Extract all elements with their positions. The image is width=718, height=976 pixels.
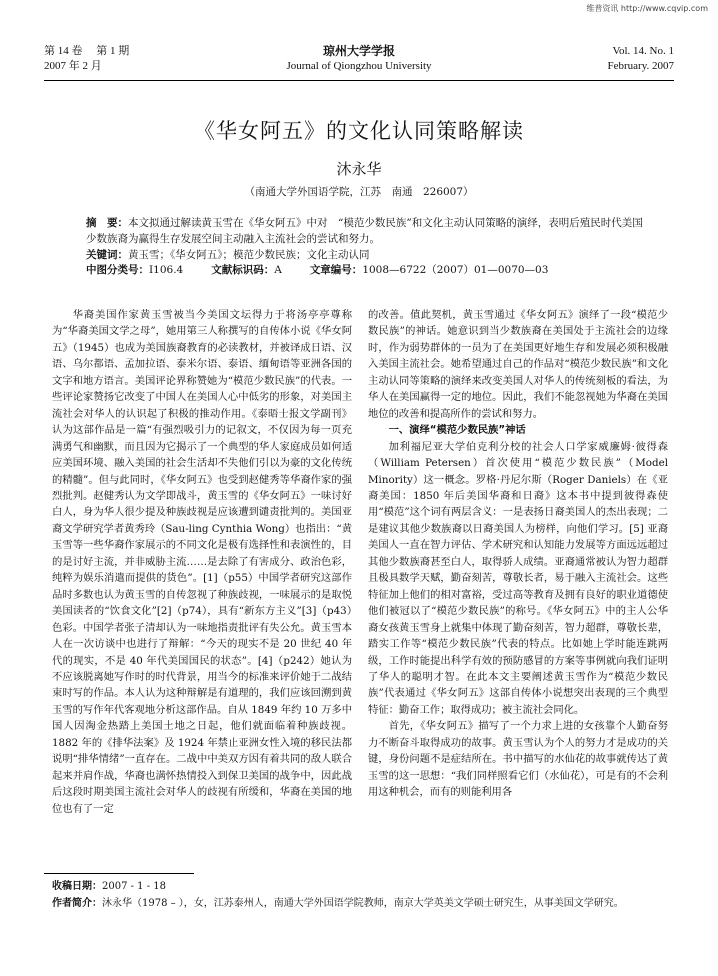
- clc-label: 中图分类号：: [86, 264, 149, 276]
- received-date: [52, 878, 692, 895]
- paragraph: 加利福尼亚大学伯克利分校的社会人口学家威廉姆·彼得森（William Petersen）首次使用“模范少数民族”（Model Minority）这一概念。罗格·丹尼尔斯（Roger Daniels）在《亚裔美国：1850 年后美国华裔和日裔》这本书中提到彼得森使用“模范”这个词有两层含义：一是表扬日裔美国人的杰出表现；二是建议其他少数族裔以日裔美国人为榜样，向他们学习。[5] 亚裔美国人一直在智力评估、学术研究和认知能力发展等方面远远超过其他少数族裔甚至白人，取得骄人成绩。亚裔通常被认为智力超群且极具数学天赋，勤奋刻苦，尊敬长者，易于融入主流社会。这些特征加上他们的相对富裕，受过高等教育及拥有良好的职业道德使他们被冠以了“模范少数民族”的称号。《华女阿五》中的主人公华裔女孩黄玉雪身上就集中体现了勤奋刻苦，智力超群，尊敬长辈，踏实工作等“模范少数民族”代表的特点。比如她上学时能连跳两级，工作时能提出科学有效的预防感冒的方案等事例就向我们证明了华人的聪明才智。在此本文主要阐述黄玉雪作为“模范少数民族”代表通过《华女阿五》这部自传体小说想突出表现的三个典型特征：勤奋工作；取得成功；被主流社会同化。: [368, 440, 668, 716]
- received-value: 2007 - 1 - 18: [102, 881, 167, 892]
- paragraph: 华裔美国作家黄玉雪被当今美国文坛得力于将汤亭亭尊称为“华裔美国文学之母”，她用第三人称撰写的自传体小说《华女阿五》（1945）也成为美国族裔教育的必读教材，并被译成日语、汉语、乌尔都语、孟加拉语、泰米尔语、泰语、缅甸语等亚洲各国的文字和地方语言。美国评论界称赞她为“模范少数民族”的代表。一些评论家赞扬它改变了中国人在美国人心中低劣的形象，对美国主流社会对华人的认识起了积极的推动作用。《泰晤士报文学副刊》认为这部作品是一篇“有强烈吸引力的记叙文，不仅因为每一页充满勇气和幽默，而且因为它揭示了一个典型的华人家庭成员如何适应美国环境、融入美国的社会生活却不失他们引以为豪的文化传统的精髓”。但与此同时，《华女阿五》也受到赵健秀等华裔作家的强烈批判。赵健秀认为文学即战斗，黄玉雪的《华女阿五》一味讨好白人，身为华人很少提及种族歧视是应该遭到谴责批判的。美国亚裔文学研究学者黄秀玲（Sau-ling Cynthia Wong）也指出：“黄玉雪等一些华裔作家展示的不同文化是极有选择性和表演性的，目的是讨好主流，并非威胁主流……是去除了有害成分、政治色彩，纯粹为娱乐消遣而提供的货色”。[1]（p55）中国学者研究这部作品时多数也认为黄玉雪的自传忽视了种族歧视，一味展示的是取悦美国读者的“饮食文化”[2]（p74），具有“新东方主义”[3]（p43）色彩。中国学者张子清却认为一味地指责批评有失公允。黄玉雪本人在一次访谈中也进行了辩解：“今天的现实不是 20 世纪 40 年代的现实，不是 40 年代美国国民的状态”。[4]（p242）她认为不应该脱离她写作时的时代背景，用当今的标准来评价她于二战结束时写的作品。本人认为这种辩解是有道理的，我们应该回溯到黄玉雪的写作年代客观地分析这部作品。自从 1849 年约 10 万多中国人因淘金热踏上美国土地之日起，他们就面临着种族歧视。1882 年的《排华法案》及 1924 年禁止亚洲女性入境的移民法都说明“排华情绪”一直存在。二战中中美双方因有着共同的敌人联合起来并肩作战，华裔也满怀热情投入到保卫美国的战争中，因此战后这段时期美国主流社会对华人的歧视有所缓和，华裔在美国的地位也有了一定: [52, 309, 352, 815]
- abstract: [86, 215, 646, 247]
- doc-code-value: A: [274, 264, 282, 276]
- footnote: [52, 878, 692, 912]
- date-cn: 2007 年 2 月: [44, 60, 102, 72]
- received-label: 收稿日期：: [52, 881, 102, 892]
- header-right: [608, 44, 675, 74]
- abstract-block: [86, 215, 646, 263]
- bio-text: 沐永华（1978 – ），女，江苏泰州人，南通大学外国语学院教师，南京大学英美文学硕士研究生，从事美国文学研究。: [102, 898, 624, 909]
- watermark: 维普资讯 http://www.cqvip.com: [586, 4, 708, 13]
- journal-name-cn: 琼州大学学报: [322, 44, 395, 58]
- doc-code-label: 文献标识码：: [211, 264, 275, 276]
- date-en: February. 2007: [607, 60, 674, 72]
- article-number-value: 1008—6722（2007）01—0070—03: [362, 264, 549, 276]
- section-heading: 一、演绎“模范少数民族”神话: [388, 424, 526, 437]
- author-bio: [52, 895, 692, 912]
- footnote-rule: [44, 873, 194, 874]
- article-number-label: 文章编号：: [309, 264, 363, 276]
- volume-en: Vol. 14. No. 1: [612, 45, 674, 57]
- clc-value: I106.4: [149, 264, 184, 276]
- body-column-left: [52, 307, 352, 817]
- bio-label: 作者简介：: [52, 898, 102, 909]
- classification-row: [86, 262, 646, 278]
- paragraph: 的改善。值此契机，黄玉雪通过《华女阿五》演绎了一段“模范少数民族”的神话。她意识到当少数族裔在美国处于主流社会的边缘时，作为弱势群体的一员为了在美国更好地生存和发展必须积极融入美国主流社会。她希望通过自己的作品对“模范少数民族”和文化主动认同等策略的演绎来改变美国人对华人的传统刻板的看法，为华人在美国赢得一定的地位。因此，我们不能忽视她为华裔在美国地位的改善和提高所作的尝试和努力。: [368, 309, 668, 420]
- journal-name-en: Journal of Qiongzhou University: [286, 60, 432, 72]
- keywords-text: 黄玉雪；《华女阿五》；模范少数民族；文化主动认同: [128, 249, 370, 261]
- paragraph: 首先，《华女阿五》描写了一个力求上进的女孩靠个人勤奋努力不断奋斗取得成功的故事。黄玉雪认为个人的努力才是成功的关键，身份问题不是症结所在。书中描写的水仙花的故事就传达了黄玉雪的这一思想：“我们同样照看它们（水仙花），可是有的不会利用这种机会，而有的则能利用各: [368, 720, 668, 799]
- author-name: 沐永华: [336, 160, 382, 178]
- volume-cn: 第 14 卷 第 1 期: [44, 45, 130, 57]
- keywords-label: 关键词：: [86, 249, 128, 261]
- article-title: 《华女阿五》的文化认同策略解读: [194, 119, 524, 143]
- author-affiliation: （南通大学外国语学院，江苏 南通 226007）: [244, 186, 474, 198]
- keywords: [86, 247, 646, 263]
- body-column-right: [368, 307, 668, 801]
- header-rule: [44, 80, 674, 81]
- abstract-text: 本文拟通过解读黄玉雪在《华女阿五》中对 “模范少数民族”和文化主动认同策略的演绎，表明后殖民时代美国少数族裔为赢得生存发展空间主动融入主流社会的尝试和努力。: [86, 217, 643, 245]
- abstract-label: 摘 要：: [86, 217, 128, 229]
